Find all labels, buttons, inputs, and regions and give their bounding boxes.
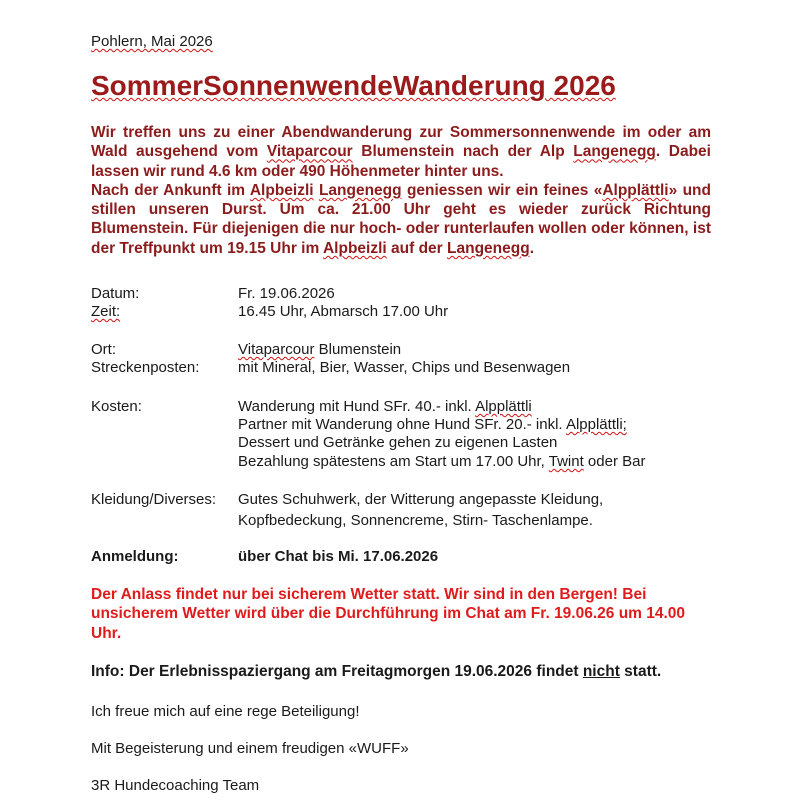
ort-value: Vitaparcour Blumenstein — [238, 341, 402, 358]
kosten-line-2: Partner mit Wanderung ohne Hund SFr. 20.- inkl. Alpplättli; — [238, 416, 627, 433]
info-note: Info: Der Erlebnisspaziergang am Freitagmorgen 19.06.2026 findet nicht statt. — [91, 663, 662, 680]
posten-label: Streckenposten: — [91, 359, 200, 376]
document-title: SommerSonnenwendeWanderung 2026 — [91, 70, 616, 101]
place-date — [91, 33, 213, 50]
kleidung-line-2: Kopfbedeckung, Sonnencreme, Stirn- Taschenlampe. — [238, 512, 593, 529]
kosten-line-3: Dessert und Getränke gehen zu eigenen Lasten — [238, 434, 558, 451]
datum-label: Datum: — [91, 285, 140, 302]
ort-label: Ort: — [91, 341, 116, 358]
anmeldung-label: Anmeldung: — [91, 548, 179, 565]
kosten-line-1: Wanderung mit Hund SFr. 40.- inkl. Alpplättli — [238, 398, 532, 415]
datum-value: Fr. 19.06.2026 — [238, 285, 335, 302]
place-name: Pohlern, Mai 2026 — [91, 33, 213, 50]
kleidung-label: Kleidung/Diverses: — [91, 491, 217, 508]
zeit-value: 16.45 Uhr, Abmarsch 17.00 Uhr — [238, 303, 449, 320]
signature: 3R Hundecoaching Team — [91, 777, 260, 794]
kosten-label: Kosten: — [91, 398, 142, 415]
kleidung-line-1: Gutes Schuhwerk, der Witterung angepasste Kleidung, — [238, 491, 604, 508]
weather-warning: Der Anlass findet nur bei sicherem Wetter statt. Wir sind in den Bergen! Bei unsicherem Wetter wird über die Durchführung im Chat am Fr. 19.06.26 um 14.00 Uhr. — [91, 586, 686, 642]
intro-text — [91, 123, 711, 258]
intro-paragraph-1: Wir treffen uns zu einer Abendwanderung zur Sommersonnenwende im oder am Wald ausgehend vom Vitaparcour Blumenstein nach der Alp Langenegg. Dabei lassen wir rund 4.6 km oder 490 Höhenmeter hinter uns. — [91, 124, 711, 180]
intro-paragraph-2: Nach der Ankunft im Alpbeizli Langenegg geniessen wir ein feines «Alpplättli» und stillen unseren Durst. Um ca. 21.00 Uhr geht es wieder zurück Richtung Blumenstein. Für diejenigen die nur hoch- oder runterlaufen wollen oder können, ist der Treffpunkt um 19.15 Uhr im Alpbeizli auf der Langenegg. — [91, 181, 711, 257]
zeit-label: Zeit: — [91, 303, 121, 320]
posten-value: mit Mineral, Bier, Wasser, Chips und Besenwagen — [238, 359, 571, 376]
info-emphasis: nicht — [582, 663, 620, 680]
closing-line-1: Ich freue mich auf eine rege Beteiligung! — [91, 703, 360, 720]
kosten-line-4: Bezahlung spätestens am Start um 17.00 Uhr, Twint oder Bar — [238, 453, 646, 470]
anmeldung-value: über Chat bis Mi. 17.06.2026 — [238, 548, 439, 565]
closing-line-2: Mit Begeisterung und einem freudigen «WUFF» — [91, 740, 409, 757]
